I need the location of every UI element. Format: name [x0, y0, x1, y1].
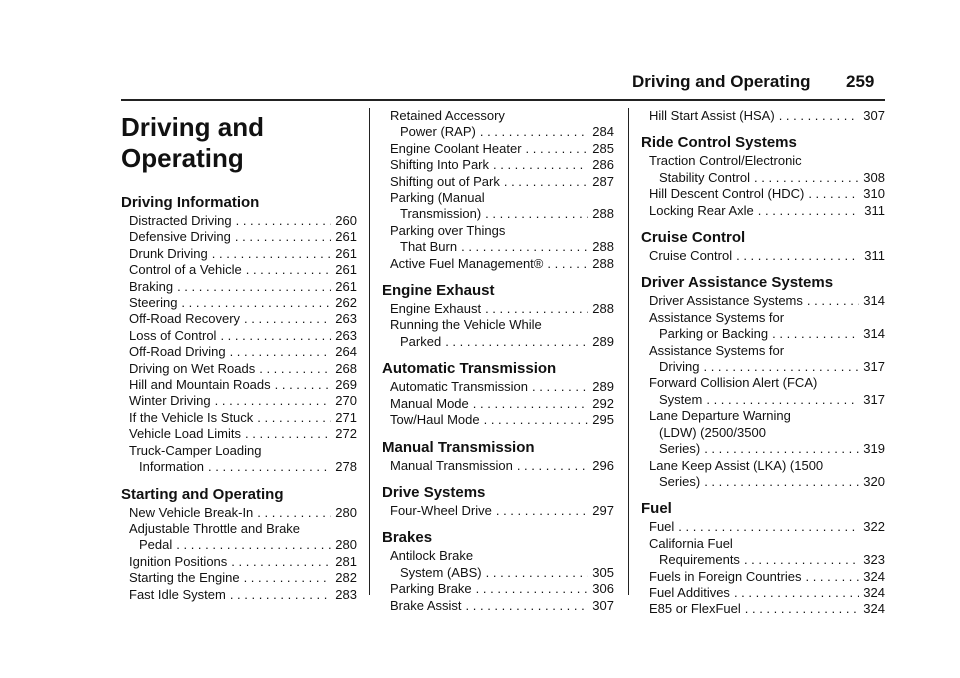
dot-leader	[176, 537, 331, 553]
dot-leader	[744, 552, 859, 568]
toc-entry-page: 295	[592, 412, 614, 428]
toc-entry-label: Hill and Mountain Roads	[129, 377, 271, 393]
toc-entry-label: Retained Accessory	[390, 108, 505, 123]
toc-entry-page: 281	[335, 553, 357, 569]
toc-entry-label: Engine Coolant Heater	[390, 140, 522, 156]
dot-leader	[220, 328, 331, 344]
toc-entry-page: 311	[864, 202, 885, 218]
section-heading: Manual Transmission	[382, 438, 535, 456]
toc-entry[interactable]	[390, 598, 614, 614]
dot-leader	[208, 459, 331, 475]
toc-entry-page: 263	[335, 327, 357, 343]
toc-entry-label: Shifting out of Park	[390, 173, 500, 189]
toc-entry-label: Tow/Haul Mode	[390, 412, 480, 428]
toc-entry-label: Shifting Into Park	[390, 157, 489, 173]
dot-leader	[231, 554, 331, 570]
toc-entry[interactable]	[649, 343, 885, 376]
toc-entry-label: Fuels in Foreign Countries	[649, 568, 802, 584]
dot-leader	[493, 157, 588, 173]
toc-entry-page: 271	[335, 409, 357, 425]
toc-entry[interactable]	[129, 377, 357, 393]
toc-entry-page: 323	[863, 552, 885, 568]
toc-entry[interactable]	[649, 293, 885, 309]
toc-entry[interactable]	[649, 458, 885, 491]
dot-leader	[244, 570, 332, 586]
toc-entry-label: Hill Start Assist (HSA)	[649, 108, 775, 123]
toc-entry[interactable]	[649, 310, 885, 343]
toc-entry-label: Antilock Brake	[390, 548, 474, 564]
dot-leader	[257, 410, 331, 426]
toc-entry[interactable]	[390, 317, 614, 350]
toc-entry-label: Cruise Control	[649, 248, 733, 264]
dot-leader	[177, 279, 331, 295]
toc-entry-label: Loss of Control	[129, 327, 217, 343]
dot-leader	[485, 301, 588, 317]
toc-entry-page: 306	[592, 581, 614, 597]
toc-entry[interactable]	[129, 262, 357, 278]
toc-entry-label: Parking (Manual	[390, 190, 485, 206]
toc-entry-label: Control of a Vehicle	[129, 262, 242, 278]
toc-entry[interactable]	[129, 311, 357, 327]
page-number: 259	[846, 72, 875, 91]
toc-entry[interactable]	[390, 396, 614, 412]
dot-leader	[476, 581, 589, 597]
dot-leader	[235, 229, 331, 245]
section-heading: Ride Control Systems	[641, 134, 797, 152]
toc-entry-page: 264	[335, 344, 357, 360]
toc-entry[interactable]	[129, 443, 357, 476]
toc-entry[interactable]	[649, 248, 885, 264]
toc-entry-label: Starting the Engine	[129, 570, 240, 586]
toc-entry-page: 261	[335, 262, 357, 278]
toc-entry-page: 282	[335, 570, 357, 586]
toc-entry[interactable]	[129, 570, 357, 586]
toc-entry-page: 292	[592, 395, 614, 411]
toc-entry-page: 270	[335, 393, 357, 409]
toc-entry[interactable]	[649, 519, 885, 535]
toc-column-1	[121, 110, 357, 603]
dot-leader	[754, 170, 859, 186]
toc-entry[interactable]	[649, 408, 885, 457]
dot-leader	[486, 565, 589, 581]
toc-entry[interactable]	[390, 458, 614, 474]
toc-entry-page: 263	[335, 311, 357, 327]
toc-entry[interactable]	[649, 601, 885, 617]
dot-leader	[706, 392, 859, 408]
dot-leader	[466, 598, 589, 614]
toc-entry-label: Fast Idle System	[129, 586, 226, 602]
dot-leader	[484, 412, 589, 428]
toc-entry-label: Off-Road Driving	[129, 344, 226, 360]
toc-entry[interactable]	[390, 190, 614, 223]
toc-entry[interactable]	[129, 554, 357, 570]
toc-entry[interactable]	[649, 203, 885, 219]
toc-entry-label: Brake Assist	[390, 597, 462, 613]
toc-entry[interactable]	[390, 157, 614, 173]
col1-content	[121, 194, 357, 603]
toc-entry-page: 289	[592, 333, 614, 349]
toc-entry-label: Traction Control/Electronic	[649, 153, 802, 169]
toc-entry[interactable]	[390, 379, 614, 395]
toc-entry[interactable]	[390, 301, 614, 317]
toc-entry-label: Series)	[659, 441, 701, 457]
toc-entry-page: 317	[863, 359, 885, 375]
toc-entry[interactable]	[129, 410, 357, 426]
toc-entry[interactable]	[390, 223, 614, 256]
column-divider-1	[369, 108, 370, 595]
toc-entry-label: Information	[139, 459, 205, 475]
toc-entry[interactable]	[129, 505, 357, 521]
chapter-title: Driving and Operating	[121, 112, 265, 173]
dot-leader	[246, 262, 332, 278]
dot-leader	[526, 141, 589, 157]
dot-leader	[808, 186, 859, 202]
toc-entry-page: 262	[335, 295, 357, 311]
toc-entry-label: Fuel	[649, 519, 675, 535]
toc-entry-label: If the Vehicle Is Stuck	[129, 409, 254, 425]
dot-leader	[805, 569, 859, 585]
toc-entry-label: Winter Driving	[129, 393, 211, 409]
section-heading: Driver Assistance Systems	[641, 274, 834, 292]
toc-entry[interactable]	[649, 153, 885, 186]
toc-column-3	[641, 108, 885, 618]
toc-entry-label: Transmission)	[400, 206, 482, 222]
toc-entry[interactable]	[390, 412, 614, 428]
section-heading: Driving Information	[121, 194, 260, 211]
toc-entry[interactable]	[129, 229, 357, 245]
toc-entry-page: 324	[863, 568, 885, 584]
toc-entry-label: Power (RAP)	[400, 124, 476, 140]
section-heading: Fuel	[641, 500, 672, 518]
toc-entry-label: Assistance Systems for	[649, 309, 785, 325]
section-heading: Brakes	[382, 529, 433, 547]
toc-entry[interactable]	[390, 548, 614, 581]
toc-entry-label: Requirements	[659, 552, 740, 568]
dot-leader	[504, 174, 588, 190]
toc-entry[interactable]	[649, 536, 885, 569]
toc-entry[interactable]	[129, 295, 357, 311]
toc-entry-page: 283	[335, 586, 357, 602]
toc-entry-label: Defensive Driving	[129, 229, 231, 245]
toc-entry[interactable]	[129, 328, 357, 344]
section-heading: Starting and Operating	[121, 485, 284, 503]
toc-entry-page: 288	[592, 206, 614, 222]
toc-entry[interactable]	[129, 587, 357, 603]
toc-entry-label: System (ABS)	[400, 564, 482, 580]
toc-entry-label: Stability Control	[659, 169, 751, 185]
toc-entry-page: 319	[863, 441, 885, 457]
toc-entry-page: 311	[864, 248, 885, 264]
toc-entry-page: 307	[863, 108, 885, 123]
dot-leader	[244, 311, 331, 327]
dot-leader	[230, 587, 331, 603]
toc-entry-page: 261	[335, 245, 357, 261]
dot-leader	[704, 474, 859, 490]
toc-entry-page: 287	[592, 173, 614, 189]
toc-entry-label: E85 or FlexFuel	[649, 601, 741, 617]
dot-leader	[480, 124, 588, 140]
dot-leader	[485, 206, 588, 222]
toc-entry-label: Vehicle Load Limits	[129, 426, 242, 442]
dot-leader	[807, 293, 859, 309]
toc-entry-page: 278	[335, 459, 357, 475]
toc-entry-label: Automatic Transmission	[390, 379, 528, 395]
toc-entry-page: 288	[592, 239, 614, 255]
toc-entry[interactable]	[649, 375, 885, 408]
toc-entry-label: Parking over Things	[390, 222, 506, 238]
toc-entry-label: That Burn	[400, 239, 458, 255]
dot-leader	[678, 519, 859, 535]
toc-entry-label: System	[659, 391, 703, 407]
dot-leader	[532, 379, 588, 395]
toc-entry[interactable]	[390, 108, 614, 141]
dot-leader	[461, 239, 588, 255]
toc-entry-label: Truck-Camper Loading	[129, 442, 262, 458]
toc-entry-page: 324	[863, 601, 885, 617]
toc-entry-label: (LDW) (2500/3500	[659, 424, 766, 440]
toc-entry-label: Assistance Systems for	[649, 342, 785, 358]
dot-leader	[275, 377, 332, 393]
toc-entry-page: 272	[335, 426, 357, 442]
toc-entry-page: 307	[592, 597, 614, 613]
toc-entry-page: 284	[592, 124, 614, 140]
toc-entry-label: Manual Mode	[390, 395, 469, 411]
dot-leader	[736, 248, 860, 264]
dot-leader	[745, 601, 860, 617]
toc-entry-label: Driving on Wet Roads	[129, 360, 256, 376]
header-rule	[121, 99, 885, 101]
toc-entry[interactable]	[390, 581, 614, 597]
toc-entry-page: 324	[863, 584, 885, 600]
dot-leader	[496, 503, 588, 519]
toc-entry-label: Four-Wheel Drive	[390, 502, 492, 518]
section-heading: Engine Exhaust	[382, 282, 495, 300]
toc-entry-page: 305	[592, 564, 614, 580]
section-heading: Automatic Transmission	[382, 360, 557, 378]
toc-entry-label: Parking or Backing	[659, 326, 769, 342]
toc-entry-label: New Vehicle Break-In	[129, 504, 254, 520]
dot-leader	[259, 361, 331, 377]
toc-entry-label: Driving	[659, 359, 700, 375]
toc-entry-label: Braking	[129, 278, 174, 294]
toc-entry-label: Series)	[659, 473, 701, 489]
toc-entry-label: Parking Brake	[390, 581, 472, 597]
dot-leader	[473, 396, 589, 412]
toc-entry[interactable]	[129, 521, 357, 554]
toc-entry-page: 310	[863, 186, 885, 202]
toc-entry[interactable]	[390, 503, 614, 519]
toc-entry[interactable]	[649, 108, 885, 124]
toc-entry[interactable]	[129, 361, 357, 377]
toc-entry-label: Steering	[129, 295, 178, 311]
dot-leader	[517, 458, 588, 474]
dot-leader	[236, 213, 332, 229]
toc-entry[interactable]	[129, 344, 357, 360]
toc-entry[interactable]	[649, 585, 885, 601]
dot-leader	[445, 334, 588, 350]
toc-entry-page: 317	[863, 391, 885, 407]
toc-entry-label: Driver Assistance Systems	[649, 293, 803, 309]
toc-entry[interactable]	[390, 256, 614, 272]
toc-entry-page: 297	[592, 502, 614, 518]
toc-entry-label: Fuel Additives	[649, 584, 730, 600]
toc-entry[interactable]	[649, 186, 885, 202]
dot-leader	[230, 344, 332, 360]
column-divider-2	[628, 108, 629, 595]
toc-entry-page: 261	[335, 278, 357, 294]
dot-leader	[212, 246, 332, 262]
toc-entry-page: 288	[592, 301, 614, 317]
toc-entry-page: 286	[592, 157, 614, 173]
toc-entry-label: Pedal	[139, 537, 173, 553]
toc-entry[interactable]	[390, 141, 614, 157]
toc-entry[interactable]	[649, 569, 885, 585]
toc-entry-page: 296	[592, 457, 614, 473]
toc-entry-page: 314	[863, 293, 885, 309]
toc-column-2	[382, 108, 614, 614]
dot-leader	[734, 585, 859, 601]
toc-entry[interactable]	[129, 393, 357, 409]
toc-entry-page: 314	[863, 326, 885, 342]
dot-leader	[703, 359, 859, 375]
dot-leader	[779, 108, 860, 124]
toc-entry-label: Lane Departure Warning	[649, 408, 791, 424]
dot-leader	[215, 393, 332, 409]
toc-entry[interactable]	[129, 213, 357, 229]
toc-entry-label: Off-Road Recovery	[129, 311, 241, 327]
toc-entry-label: Running the Vehicle While	[390, 317, 542, 333]
toc-entry-page: 261	[335, 229, 357, 245]
toc-entry-page: 285	[592, 140, 614, 156]
toc-entry-label: Lane Keep Assist (LKA) (1500	[649, 457, 824, 473]
dot-leader	[245, 426, 331, 442]
toc-entry-label: Distracted Driving	[129, 213, 232, 228]
toc-entry[interactable]	[129, 279, 357, 295]
toc-entry-page: 260	[335, 213, 357, 228]
dot-leader	[772, 326, 859, 342]
toc-entry-label: Forward Collision Alert (FCA)	[649, 375, 818, 391]
section-heading: Cruise Control	[641, 229, 746, 247]
toc-entry-page: 269	[335, 377, 357, 393]
page-header-title: Driving and Operating	[632, 72, 811, 91]
toc-entry-label: California Fuel	[649, 535, 733, 551]
toc-entry[interactable]	[129, 246, 357, 262]
toc-entry-label: Manual Transmission	[390, 457, 513, 473]
toc-entry-page: 268	[335, 360, 357, 376]
toc-entry-page: 308	[863, 169, 885, 185]
toc-entry-label: Drunk Driving	[129, 245, 208, 261]
toc-entry-page: 320	[863, 473, 885, 489]
dot-leader	[181, 295, 331, 311]
toc-entry[interactable]	[129, 426, 357, 442]
toc-entry-label: Locking Rear Axle	[649, 202, 754, 218]
toc-entry-label: Parked	[400, 333, 442, 349]
toc-entry-page: 322	[863, 519, 885, 535]
toc-entry-label: Engine Exhaust	[390, 301, 482, 317]
toc-entry-label: Ignition Positions	[129, 553, 228, 569]
toc-entry-label: Active Fuel Management®	[390, 255, 544, 271]
toc-entry-page: 280	[335, 504, 357, 520]
dot-leader	[758, 203, 860, 219]
toc-entry-label: Hill Descent Control (HDC)	[649, 186, 805, 202]
toc-entry-page: 288	[592, 255, 614, 271]
toc-entry[interactable]	[390, 174, 614, 190]
dot-leader	[704, 441, 859, 457]
toc-entry-page: 280	[335, 537, 357, 553]
toc-entry-label: Adjustable Throttle and Brake	[129, 520, 301, 536]
dot-leader	[257, 505, 331, 521]
section-heading: Drive Systems	[382, 483, 486, 501]
dot-leader	[547, 256, 588, 272]
toc-entry-page: 289	[592, 379, 614, 395]
